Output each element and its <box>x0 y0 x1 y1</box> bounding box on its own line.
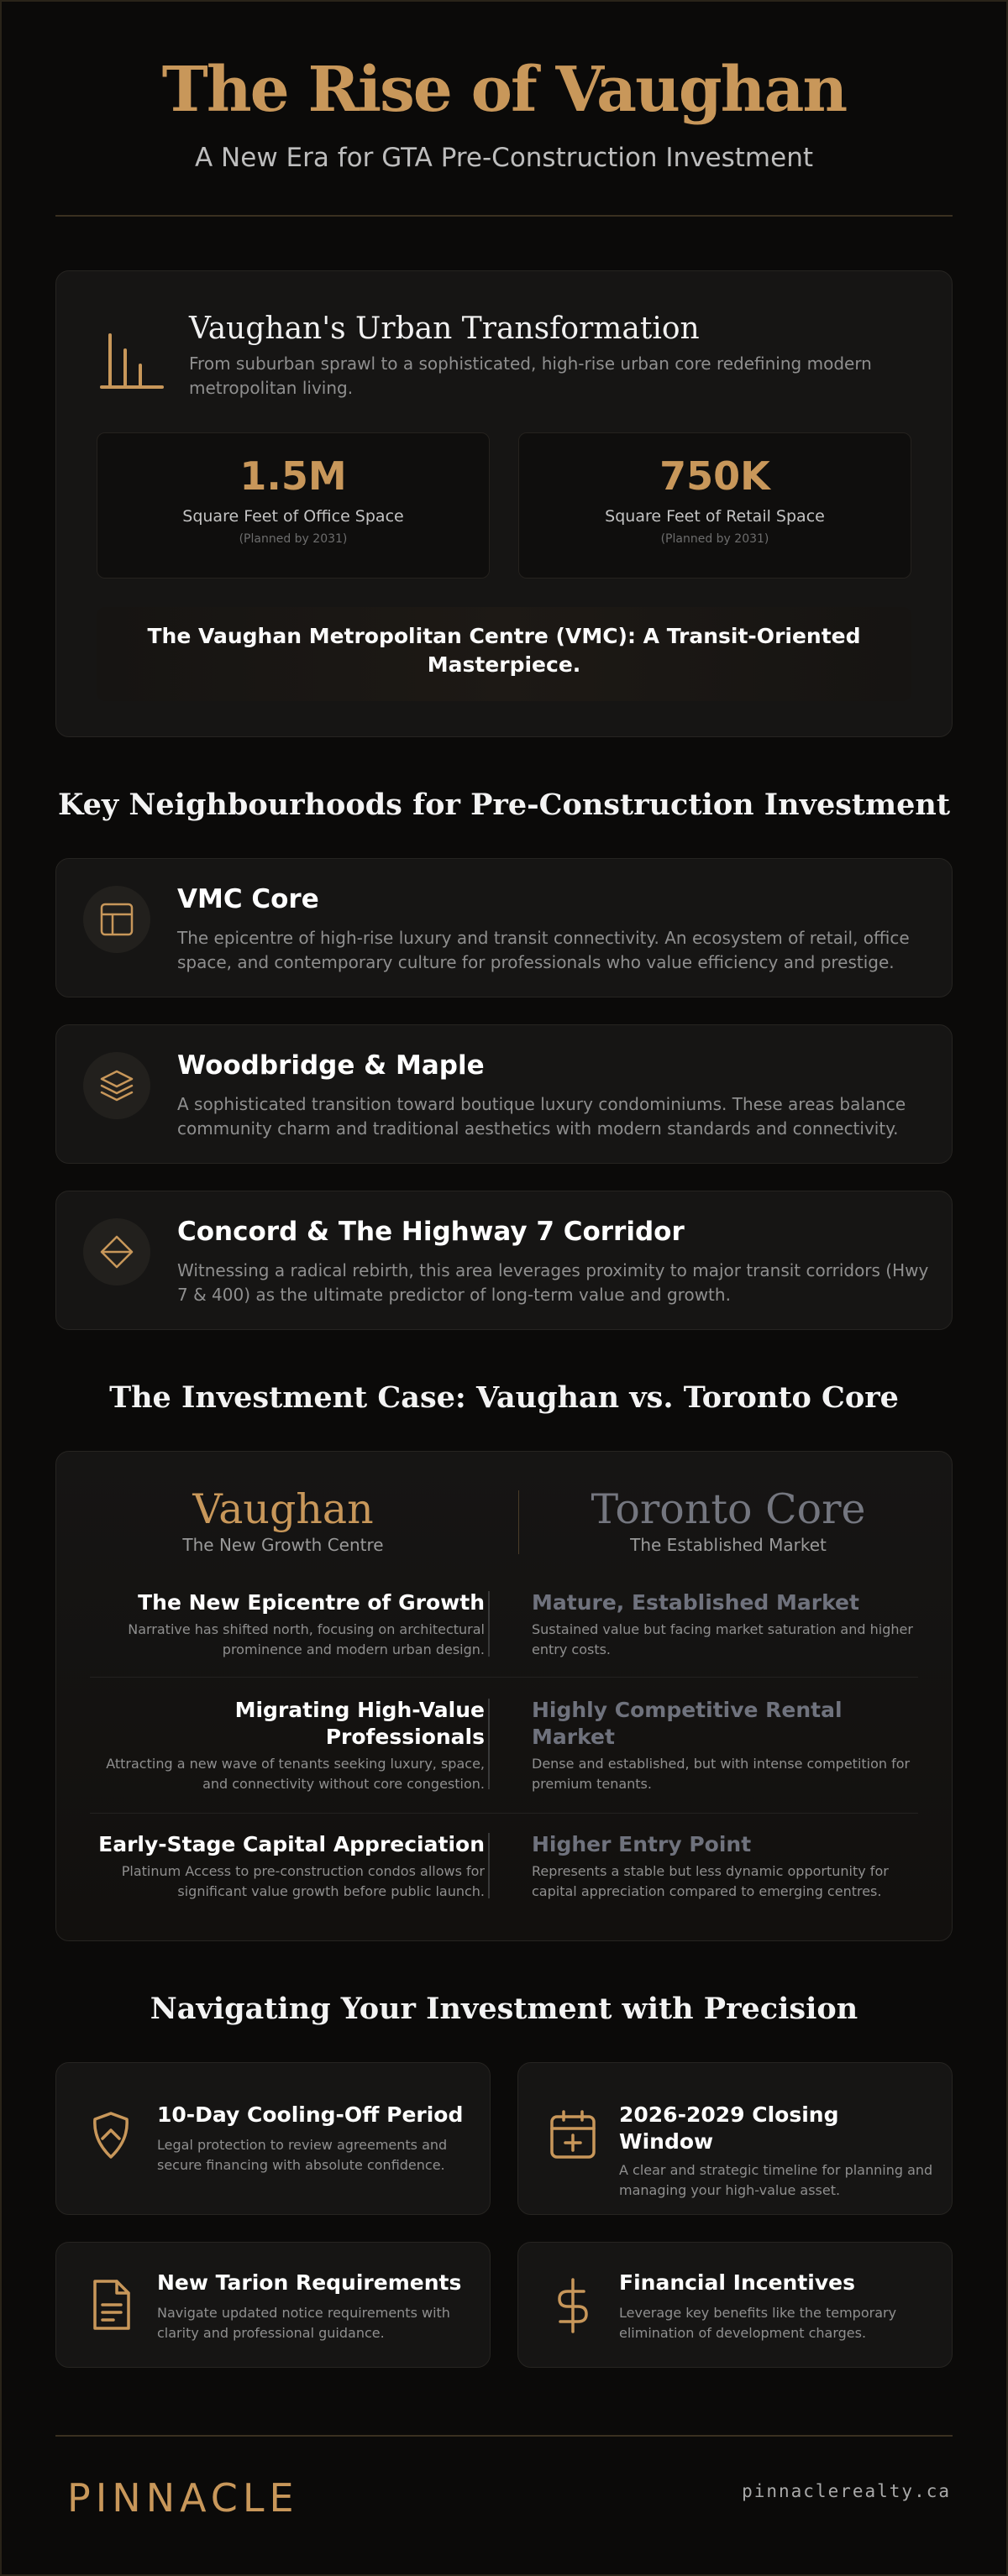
precision-title: Navigating Your Investment with Precision <box>150 1992 858 2026</box>
comparison-point-title: Higher Entry Point <box>532 1832 752 1856</box>
neighbourhood-description: Witnessing a radical rebirth, this area leverages proximity to major transit corridors (Hwy 7 & 400) as the ultimate predictor of long-term value and growth. <box>177 1260 929 1305</box>
precision-card-tarion <box>55 2242 491 2368</box>
row-separator <box>90 1677 918 1678</box>
column-divider <box>518 1490 519 1554</box>
bar-chart-icon <box>100 332 164 392</box>
stat-retail-space <box>518 432 911 579</box>
precision-card-title: 10-Day Cooling-Off Period <box>157 2102 464 2127</box>
precision-card-title: 2026-2029 Closing Window <box>619 2102 839 2154</box>
comparison-row-vaughan <box>90 1831 485 1902</box>
transformation-title: Vaughan's Urban Transformation <box>189 312 700 346</box>
neighbourhood-card-woodbridge-maple <box>55 1024 953 1164</box>
vmc-banner-text: The Vaughan Metropolitan Centre (VMC): A Transit-Oriented Masterpiece. <box>147 624 861 677</box>
neighbourhood-name: Woodbridge & Maple <box>177 1050 485 1081</box>
stat-label: Square Feet of Retail Space <box>605 507 825 526</box>
vmc-banner <box>97 607 911 701</box>
toronto-column-name: Toronto Core <box>591 1485 866 1533</box>
stat-note: (Planned by 2031) <box>660 532 769 546</box>
comparison-point-description: Dense and established, but with intense competition for premium tenants. <box>532 1756 911 1792</box>
brand-logo: PINNACLE <box>67 2475 299 2521</box>
row-divider <box>488 1699 490 1789</box>
precision-card-financial-incentives <box>517 2242 953 2368</box>
vaughan-column-name: Vaughan <box>192 1485 374 1533</box>
comparison-point-title: Highly Competitive Rental Market <box>532 1698 843 1749</box>
stat-value: 750K <box>659 453 770 499</box>
precision-card-description: Leverage key benefits like the temporary elimination of development charges. <box>619 2305 897 2341</box>
precision-card-title: New Tarion Requirements <box>157 2270 462 2295</box>
neighbourhood-description: The epicentre of high-rise luxury and transit connectivity. An ecosystem of retail, office space, and contemporary culture for professionals who value efficiency and prestige. <box>177 928 910 972</box>
page-title: The Rise of Vaughan <box>161 54 847 126</box>
neighbourhood-card-vmc-core <box>55 858 953 997</box>
comparison-row-toronto <box>532 1831 927 1902</box>
precision-card-cooling-off <box>55 2062 491 2215</box>
neighbourhood-card-concord-highway7 <box>55 1191 953 1330</box>
toronto-column-subtitle: The Established Market <box>630 1535 827 1555</box>
comparison-point-title: The New Epicentre of Growth <box>138 1590 485 1615</box>
footer-divider <box>55 2435 953 2437</box>
neighbourhood-name: Concord & The Highway 7 Corridor <box>177 1217 685 1247</box>
comparison-title: The Investment Case: Vaughan vs. Toronto Core <box>109 1380 899 1415</box>
comparison-point-title: Mature, Established Market <box>532 1590 859 1615</box>
neighbourhoods-title: Key Neighbourhoods for Pre-Construction Investment <box>57 788 951 822</box>
comparison-point-title: Migrating High-Value Professionals <box>234 1698 485 1749</box>
comparison-card <box>55 1451 953 1941</box>
vaughan-column-header <box>98 1485 468 1555</box>
comparison-point-description: Attracting a new wave of tenants seeking luxury, space, and connectivity without core congestion. <box>106 1756 485 1792</box>
stat-note: (Planned by 2031) <box>239 532 348 546</box>
comparison-point-description: Sustained value but facing market saturation and higher entry costs. <box>532 1621 913 1657</box>
precision-card-description: Legal protection to review agreements and secure financing with absolute confidence. <box>157 2137 448 2173</box>
transformation-description: From suburban sprawl to a sophisticated, high-rise urban core redefining modern metropolitan living. <box>189 353 872 398</box>
diamond-icon <box>83 1218 150 1285</box>
precision-card-description: A clear and strategic timeline for planning and managing your high-value asset. <box>619 2162 933 2198</box>
comparison-row-toronto <box>532 1697 927 1794</box>
comparison-point-description: Platinum Access to pre-construction condos allows for significant value growth before public launch. <box>121 1863 485 1899</box>
page-subtitle: A New Era for GTA Pre-Construction Investment <box>195 143 813 173</box>
document-icon <box>85 2276 137 2335</box>
layout-icon <box>83 886 150 953</box>
comparison-point-description: Narrative has shifted north, focusing on architectural prominence and modern urban design. <box>128 1621 485 1657</box>
neighbourhood-description: A sophisticated transition toward boutique luxury condominiums. These areas balance community charm and traditional aesthetics with modern standards and connectivity. <box>177 1094 906 1139</box>
precision-card-closing-window <box>517 2062 953 2215</box>
comparison-point-title: Early-Stage Capital Appreciation <box>98 1832 485 1856</box>
comparison-row-vaughan <box>90 1697 485 1794</box>
calendar-icon <box>547 2107 599 2165</box>
row-divider <box>488 1833 490 1898</box>
stat-label: Square Feet of Office Space <box>182 507 404 526</box>
row-separator <box>90 1813 918 1814</box>
shield-icon <box>85 2107 137 2165</box>
divider <box>55 215 953 217</box>
comparison-row-vaughan <box>90 1589 485 1660</box>
vaughan-column-subtitle: The New Growth Centre <box>182 1535 384 1555</box>
transformation-card <box>55 270 953 737</box>
comparison-point-description: Represents a stable but less dynamic opportunity for capital appreciation compared to emerging centres. <box>532 1863 889 1899</box>
row-divider <box>488 1591 490 1657</box>
dollar-icon <box>547 2276 599 2335</box>
precision-card-title: Financial Incentives <box>619 2270 855 2295</box>
website-link[interactable]: pinnaclerealty.ca <box>742 2481 951 2501</box>
stat-value: 1.5M <box>239 453 347 499</box>
stat-office-space <box>97 432 490 579</box>
toronto-column-header <box>543 1485 913 1555</box>
neighbourhood-name: VMC Core <box>177 884 319 914</box>
layers-icon <box>83 1052 150 1119</box>
comparison-row-toronto <box>532 1589 927 1660</box>
precision-card-description: Navigate updated notice requirements with clarity and professional guidance. <box>157 2305 450 2341</box>
